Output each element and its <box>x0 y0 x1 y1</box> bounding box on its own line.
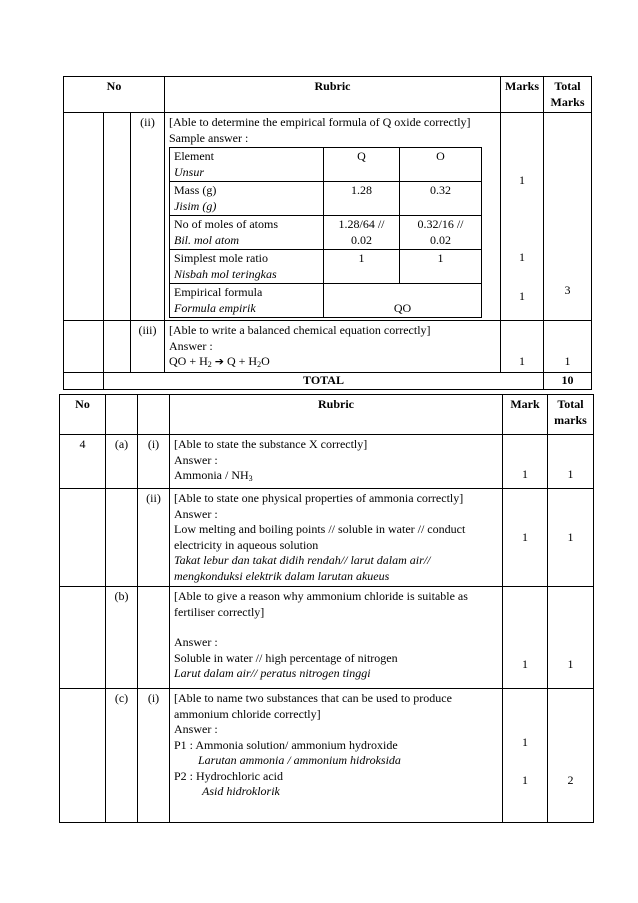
rubric-cell <box>165 113 501 321</box>
answer-text-malay: Larut dalam air// peratus nitrogen tinggi <box>174 666 371 680</box>
cell-part-empty <box>106 489 138 587</box>
rubric-cell <box>165 321 501 373</box>
mark-value: 1 <box>522 735 528 749</box>
moles-o: 0.32/16 // 0.02 <box>400 216 482 250</box>
answer-label: Answer : <box>174 722 218 736</box>
answer-text: Ammonia / $NH_3$ <box>174 468 253 483</box>
total-cell <box>544 113 592 321</box>
inner-ratio-row <box>170 250 482 284</box>
answer-p1-malay: Larutan ammonia / ammonium hidroksida <box>198 753 401 767</box>
marking-scheme-table-1 <box>63 76 592 390</box>
ratio-label: Simplest mole ratio Nisbah mol teringkas <box>170 250 324 284</box>
sub-part-label: (ii) <box>138 489 170 587</box>
empirical-formula-table <box>169 147 482 318</box>
header-no: No <box>64 77 165 113</box>
mass-q: 1.28 <box>324 182 400 216</box>
cell-no-empty <box>64 113 104 321</box>
grand-total-value: 10 <box>544 372 592 389</box>
total-value: 1 <box>548 489 594 587</box>
answer-text-malay: mengkonduksi elektrik dalam larutan akueus <box>174 568 390 583</box>
ratio-q: 1 <box>324 250 400 284</box>
cell-no-empty <box>64 321 104 373</box>
formula-value: QO <box>324 284 482 318</box>
cell-sub-empty <box>138 587 170 689</box>
balanced-equation: QO + $H_2$ ➔ $Q + H_2O$ <box>169 354 270 369</box>
spacer <box>174 620 498 635</box>
table-row-iii <box>64 321 592 373</box>
header-sub-empty <box>138 395 170 435</box>
answer-p2: P2 : Hydrochloric acid <box>174 768 283 783</box>
formula-label: Empirical formula Formula empirik <box>170 284 324 318</box>
header-total-marks: Total marks <box>548 395 594 435</box>
rubric-cell <box>170 435 503 489</box>
criterion-text: [Able to state one physical properties of ammonia correctly] <box>174 491 464 505</box>
cell-no-empty <box>60 587 106 689</box>
mark-value: 1 <box>519 289 525 303</box>
criterion-text: [Able to give a reason why ammonium chloride is suitable as <box>174 589 468 603</box>
table-row-4b <box>60 587 594 689</box>
inner-moles-row <box>170 216 482 250</box>
answer-text: electricity in aqueous solution <box>174 537 319 552</box>
table-row-4ai <box>60 435 594 489</box>
marks-cell <box>501 113 544 321</box>
header-marks: Marks <box>501 77 544 113</box>
moles-q: 1.28/64 // 0.02 <box>324 216 400 250</box>
table-row-4ci <box>60 689 594 823</box>
mark-value: 1 <box>522 773 528 787</box>
sample-answer-label: Sample answer : <box>169 130 249 145</box>
table-row-4aii <box>60 489 594 587</box>
mark-value: 1 <box>519 173 525 187</box>
criterion-text: [Able to name two substances that can be used to produce <box>174 691 452 705</box>
answer-p2-malay: Asid hidroklorik <box>202 784 280 798</box>
criterion-text: [Able to determine the empirical formula of Q oxide correctly] <box>169 115 471 129</box>
arrow-icon: ➔ <box>214 355 224 368</box>
mass-o: 0.32 <box>400 182 482 216</box>
sub-part-label: (iii) <box>131 321 165 373</box>
part-label: (c) <box>106 689 138 823</box>
table-header-row <box>60 395 594 435</box>
question-number: 4 <box>60 435 106 489</box>
moles-label: No of moles of atoms Bil. mol atom <box>170 216 324 250</box>
table-row-ii <box>64 113 592 321</box>
mark-value: 1 <box>519 250 525 264</box>
criterion-text: fertiliser correctly] <box>174 604 265 619</box>
cell-part-empty <box>104 321 131 373</box>
marking-scheme-table-2 <box>59 394 594 823</box>
rubric-cell <box>170 689 503 823</box>
cell-part-empty <box>104 113 131 321</box>
table-header-row <box>64 77 592 113</box>
answer-text: Soluble in water // high percentage of nitrogen <box>174 650 398 665</box>
sub-part-label: (i) <box>138 435 170 489</box>
header-rubric: Rubric <box>170 395 503 435</box>
cell-no-empty <box>60 489 106 587</box>
answer-label: Answer : <box>169 338 213 353</box>
total-value: 3 <box>564 283 571 297</box>
header-no: No <box>60 395 106 435</box>
part-label: (b) <box>106 587 138 689</box>
answer-p1: P1 : Ammonia solution/ ammonium hydroxide <box>174 737 398 752</box>
inner-mass-row <box>170 182 482 216</box>
ratio-o: 1 <box>400 250 482 284</box>
cell-empty <box>64 372 104 389</box>
total-cell <box>548 689 594 823</box>
answer-label: Answer : <box>174 506 218 521</box>
header-total-marks: Total Marks <box>544 77 592 113</box>
sub-part-label: (i) <box>138 689 170 823</box>
answer-label: Answer : <box>174 452 218 467</box>
answer-label: Answer : <box>174 635 218 649</box>
part-label: (a) <box>106 435 138 489</box>
mark-value: 1 <box>503 435 548 489</box>
cell-no-empty <box>60 689 106 823</box>
answer-text: Low melting and boiling points // soluble in water // conduct <box>174 522 466 536</box>
total-value: 1 <box>544 321 592 373</box>
mark-value: 1 <box>503 587 548 689</box>
element-label: Element Unsur <box>170 148 324 182</box>
mark-value: 1 <box>501 321 544 373</box>
total-label: TOTAL <box>104 372 544 389</box>
answer-text-malay: Takat lebur dan takat didih rendah// larut dalam air// <box>174 553 431 567</box>
criterion-text: [Able to state the substance X correctly] <box>174 437 368 451</box>
rubric-cell <box>170 489 503 587</box>
inner-formula-row <box>170 284 482 318</box>
criterion-text: [Able to write a balanced chemical equation correctly] <box>169 323 431 337</box>
total-value: 2 <box>567 773 574 787</box>
header-rubric: Rubric <box>165 77 501 113</box>
sub-part-label: (ii) <box>131 113 165 321</box>
mark-value: 1 <box>503 489 548 587</box>
marks-cell <box>503 689 548 823</box>
header-mark: Mark <box>503 395 548 435</box>
element-q: Q <box>324 148 400 182</box>
total-value: 1 <box>548 587 594 689</box>
element-o: O <box>400 148 482 182</box>
criterion-text: ammonium chloride correctly] <box>174 706 321 721</box>
rubric-cell <box>170 587 503 689</box>
table-total-row <box>64 372 592 389</box>
total-value: 1 <box>548 435 594 489</box>
mass-label: Mass (g) Jisim (g) <box>170 182 324 216</box>
header-part-empty <box>106 395 138 435</box>
inner-header-row <box>170 148 482 182</box>
